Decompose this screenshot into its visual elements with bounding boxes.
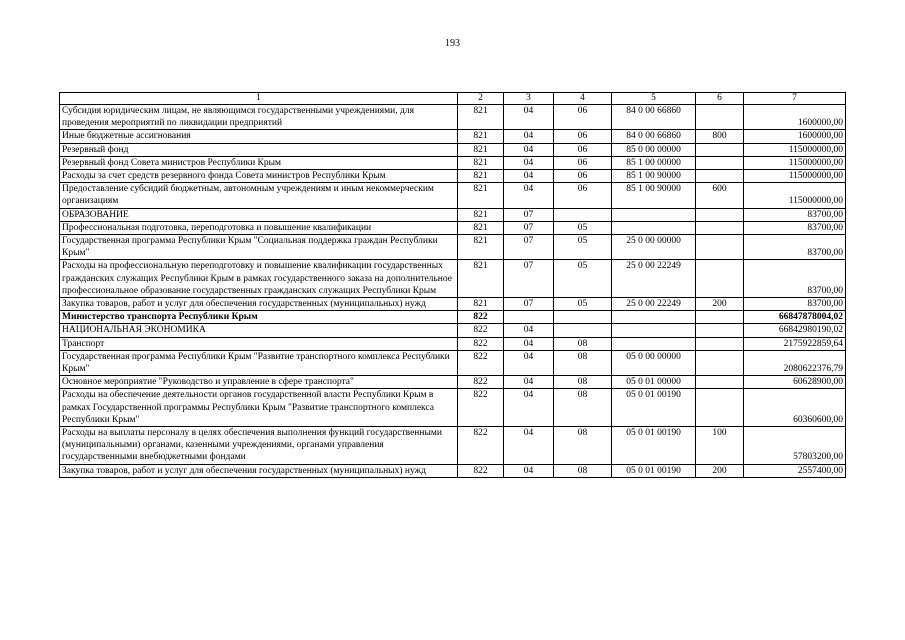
section-code-cell: 07 [504, 298, 554, 311]
subsection-code-cell: 08 [554, 350, 612, 375]
subsection-code-cell: 06 [554, 105, 612, 130]
expense-type-cell [696, 260, 744, 298]
section-code-cell: 04 [504, 389, 554, 427]
expense-type-cell [696, 105, 744, 130]
target-article-cell: 05 0 01 00190 [612, 427, 696, 465]
amount-cell: 115000000,00 [744, 143, 846, 156]
ministry-code-cell: 821 [458, 130, 504, 143]
section-code-cell: 04 [504, 156, 554, 169]
ministry-code-cell: 821 [458, 105, 504, 130]
subsection-code-cell [554, 208, 612, 221]
table-row [60, 105, 846, 130]
ministry-code-cell: 821 [458, 221, 504, 234]
section-code-cell: 04 [504, 376, 554, 389]
expense-type-cell: 600 [696, 183, 744, 208]
subsection-code-cell [554, 311, 612, 324]
subsection-code-cell: 06 [554, 170, 612, 183]
target-article-cell: 05 0 01 00000 [612, 376, 696, 389]
row-name-cell: Государственная программа Республики Крым "Социальная поддержка граждан Республики Крым" [60, 235, 458, 260]
section-code-cell: 04 [504, 427, 554, 465]
amount-cell: 2557400,00 [744, 464, 846, 477]
section-code-cell: 04 [504, 350, 554, 375]
ministry-code-cell: 822 [458, 427, 504, 465]
row-name-cell: ОБРАЗОВАНИЕ [60, 208, 458, 221]
ministry-code-cell: 822 [458, 389, 504, 427]
subsection-code-cell: 08 [554, 427, 612, 465]
table-row [60, 427, 846, 465]
ministry-code-cell: 821 [458, 235, 504, 260]
target-article-cell: 85 1 00 90000 [612, 183, 696, 208]
target-article-cell: 25 0 00 22249 [612, 260, 696, 298]
table-row [60, 183, 846, 208]
table-row [60, 337, 846, 350]
ministry-code-cell: 821 [458, 143, 504, 156]
table-row [60, 235, 846, 260]
expense-type-cell: 100 [696, 427, 744, 465]
row-name-cell: Государственная программа Республики Крым "Развитие транспортного комплекса Республики Крым" [60, 350, 458, 375]
subsection-code-cell [554, 324, 612, 337]
target-article-cell: 84 0 00 66860 [612, 130, 696, 143]
table-row [60, 260, 846, 298]
expense-type-cell [696, 376, 744, 389]
table-row [60, 376, 846, 389]
subsection-code-cell: 08 [554, 389, 612, 427]
subsection-code-cell: 05 [554, 260, 612, 298]
amount-cell: 83700,00 [744, 298, 846, 311]
ministry-code-cell: 821 [458, 260, 504, 298]
section-code-cell: 07 [504, 208, 554, 221]
row-name-cell: Основное мероприятие "Руководство и управление в сфере транспорта" [60, 376, 458, 389]
table-row [60, 350, 846, 375]
target-article-cell [612, 208, 696, 221]
row-name-cell: Расходы на профессиональную переподготовку и повышение квалификации государственных гражданских служащих Республики Крым в рамках государственного заказа на дополнительное профессиональное образование государственных гражданских служащих Республики Крым [60, 260, 458, 298]
expense-type-cell [696, 156, 744, 169]
target-article-cell [612, 337, 696, 350]
column-header: 6 [696, 93, 744, 105]
expense-type-cell [696, 170, 744, 183]
amount-cell: 66842980190,02 [744, 324, 846, 337]
section-code-cell: 04 [504, 143, 554, 156]
row-name-cell: Резервный фонд [60, 143, 458, 156]
section-code-cell: 04 [504, 464, 554, 477]
amount-cell: 83700,00 [744, 235, 846, 260]
expense-type-cell [696, 389, 744, 427]
column-header: 7 [744, 93, 846, 105]
column-header: 3 [504, 93, 554, 105]
target-article-cell: 25 0 00 22249 [612, 298, 696, 311]
row-name-cell: Министерство транспорта Республики Крым [60, 311, 458, 324]
expense-type-cell: 200 [696, 298, 744, 311]
row-name-cell: Транспорт [60, 337, 458, 350]
section-code-cell: 04 [504, 337, 554, 350]
table-row [60, 311, 846, 324]
amount-cell: 66847878004,02 [744, 311, 846, 324]
expense-type-cell [696, 311, 744, 324]
section-code-cell: 07 [504, 221, 554, 234]
subsection-code-cell: 05 [554, 221, 612, 234]
table-row [60, 208, 846, 221]
target-article-cell: 85 1 00 90000 [612, 170, 696, 183]
target-article-cell: 25 0 00 00000 [612, 235, 696, 260]
row-name-cell: Резервный фонд Совета министров Республики Крым [60, 156, 458, 169]
expense-type-cell: 200 [696, 464, 744, 477]
amount-cell: 2175922859,64 [744, 337, 846, 350]
header-row [60, 93, 846, 105]
subsection-code-cell: 08 [554, 464, 612, 477]
amount-cell: 60628900,00 [744, 376, 846, 389]
target-article-cell: 05 0 01 00190 [612, 389, 696, 427]
row-name-cell: Расходы на обеспечение деятельности органов государственной власти Республики Крым в рамках Государственной программы Республики Крым "Развитие транспортного комплекса Республики Крым" [60, 389, 458, 427]
amount-cell: 60360600,00 [744, 389, 846, 427]
row-name-cell: Закупка товаров, работ и услуг для обеспечения государственных (муниципальных) нужд [60, 298, 458, 311]
ministry-code-cell: 821 [458, 298, 504, 311]
amount-cell: 83700,00 [744, 208, 846, 221]
subsection-code-cell: 08 [554, 337, 612, 350]
ministry-code-cell: 822 [458, 337, 504, 350]
table-row [60, 324, 846, 337]
table-row [60, 298, 846, 311]
section-code-cell: 04 [504, 183, 554, 208]
subsection-code-cell: 06 [554, 130, 612, 143]
section-code-cell: 04 [504, 170, 554, 183]
row-name-cell: Расходы за счет средств резервного фонда Совета министров Республики Крым [60, 170, 458, 183]
amount-cell: 115000000,00 [744, 156, 846, 169]
section-code-cell: 04 [504, 324, 554, 337]
target-article-cell: 84 0 00 66860 [612, 105, 696, 130]
ministry-code-cell: 822 [458, 324, 504, 337]
table-row [60, 156, 846, 169]
section-code-cell: 07 [504, 235, 554, 260]
ministry-code-cell: 821 [458, 170, 504, 183]
amount-cell: 115000000,00 [744, 183, 846, 208]
row-name-cell: Предоставление субсидий бюджетным, автономным учреждениям и иным некоммерческим организациям [60, 183, 458, 208]
expense-type-cell: 800 [696, 130, 744, 143]
expense-type-cell [696, 143, 744, 156]
amount-cell: 1600000,00 [744, 105, 846, 130]
column-header: 4 [554, 93, 612, 105]
ministry-code-cell: 821 [458, 156, 504, 169]
target-article-cell [612, 311, 696, 324]
table-row [60, 130, 846, 143]
subsection-code-cell: 06 [554, 183, 612, 208]
target-article-cell [612, 221, 696, 234]
budget-table [59, 92, 846, 478]
expense-type-cell [696, 208, 744, 221]
row-name-cell: Закупка товаров, работ и услуг для обеспечения государственных (муниципальных) нужд [60, 464, 458, 477]
subsection-code-cell: 08 [554, 376, 612, 389]
expense-type-cell [696, 324, 744, 337]
row-name-cell: Субсидия юридическим лицам, не являющимся государственными учреждениями, для проведения мероприятий по ликвидации предприятий [60, 105, 458, 130]
column-header: 1 [60, 93, 458, 105]
section-code-cell [504, 311, 554, 324]
table-row [60, 464, 846, 477]
ministry-code-cell: 822 [458, 350, 504, 375]
section-code-cell: 07 [504, 260, 554, 298]
table-row [60, 170, 846, 183]
row-name-cell: Профессиональная подготовка, переподготовка и повышение квалификации [60, 221, 458, 234]
table-row [60, 389, 846, 427]
expense-type-cell [696, 337, 744, 350]
expense-type-cell [696, 350, 744, 375]
section-code-cell: 04 [504, 130, 554, 143]
ministry-code-cell: 822 [458, 464, 504, 477]
row-name-cell: НАЦИОНАЛЬНАЯ ЭКОНОМИКА [60, 324, 458, 337]
subsection-code-cell: 05 [554, 235, 612, 260]
amount-cell: 115000000,00 [744, 170, 846, 183]
row-name-cell: Иные бюджетные ассигнования [60, 130, 458, 143]
ministry-code-cell: 821 [458, 208, 504, 221]
table-row [60, 221, 846, 234]
column-header: 2 [458, 93, 504, 105]
amount-cell: 83700,00 [744, 221, 846, 234]
amount-cell: 83700,00 [744, 260, 846, 298]
target-article-cell: 05 0 01 00190 [612, 464, 696, 477]
target-article-cell: 85 0 00 00000 [612, 143, 696, 156]
ministry-code-cell: 822 [458, 376, 504, 389]
expense-type-cell [696, 235, 744, 260]
amount-cell: 1600000,00 [744, 130, 846, 143]
section-code-cell: 04 [504, 105, 554, 130]
page-number: 193 [445, 38, 460, 49]
ministry-code-cell: 822 [458, 311, 504, 324]
row-name-cell: Расходы на выплаты персоналу в целях обеспечения выполнения функций государственными (муниципальными) органами, казенными учреждениями, органами управления государственными внебюджетными фондами [60, 427, 458, 465]
expense-type-cell [696, 221, 744, 234]
table-row [60, 143, 846, 156]
amount-cell: 2080622376,79 [744, 350, 846, 375]
subsection-code-cell: 05 [554, 298, 612, 311]
subsection-code-cell: 06 [554, 143, 612, 156]
ministry-code-cell: 821 [458, 183, 504, 208]
amount-cell: 57803200,00 [744, 427, 846, 465]
column-header: 5 [612, 93, 696, 105]
subsection-code-cell: 06 [554, 156, 612, 169]
target-article-cell [612, 324, 696, 337]
target-article-cell: 05 0 00 00000 [612, 350, 696, 375]
target-article-cell: 85 1 00 00000 [612, 156, 696, 169]
